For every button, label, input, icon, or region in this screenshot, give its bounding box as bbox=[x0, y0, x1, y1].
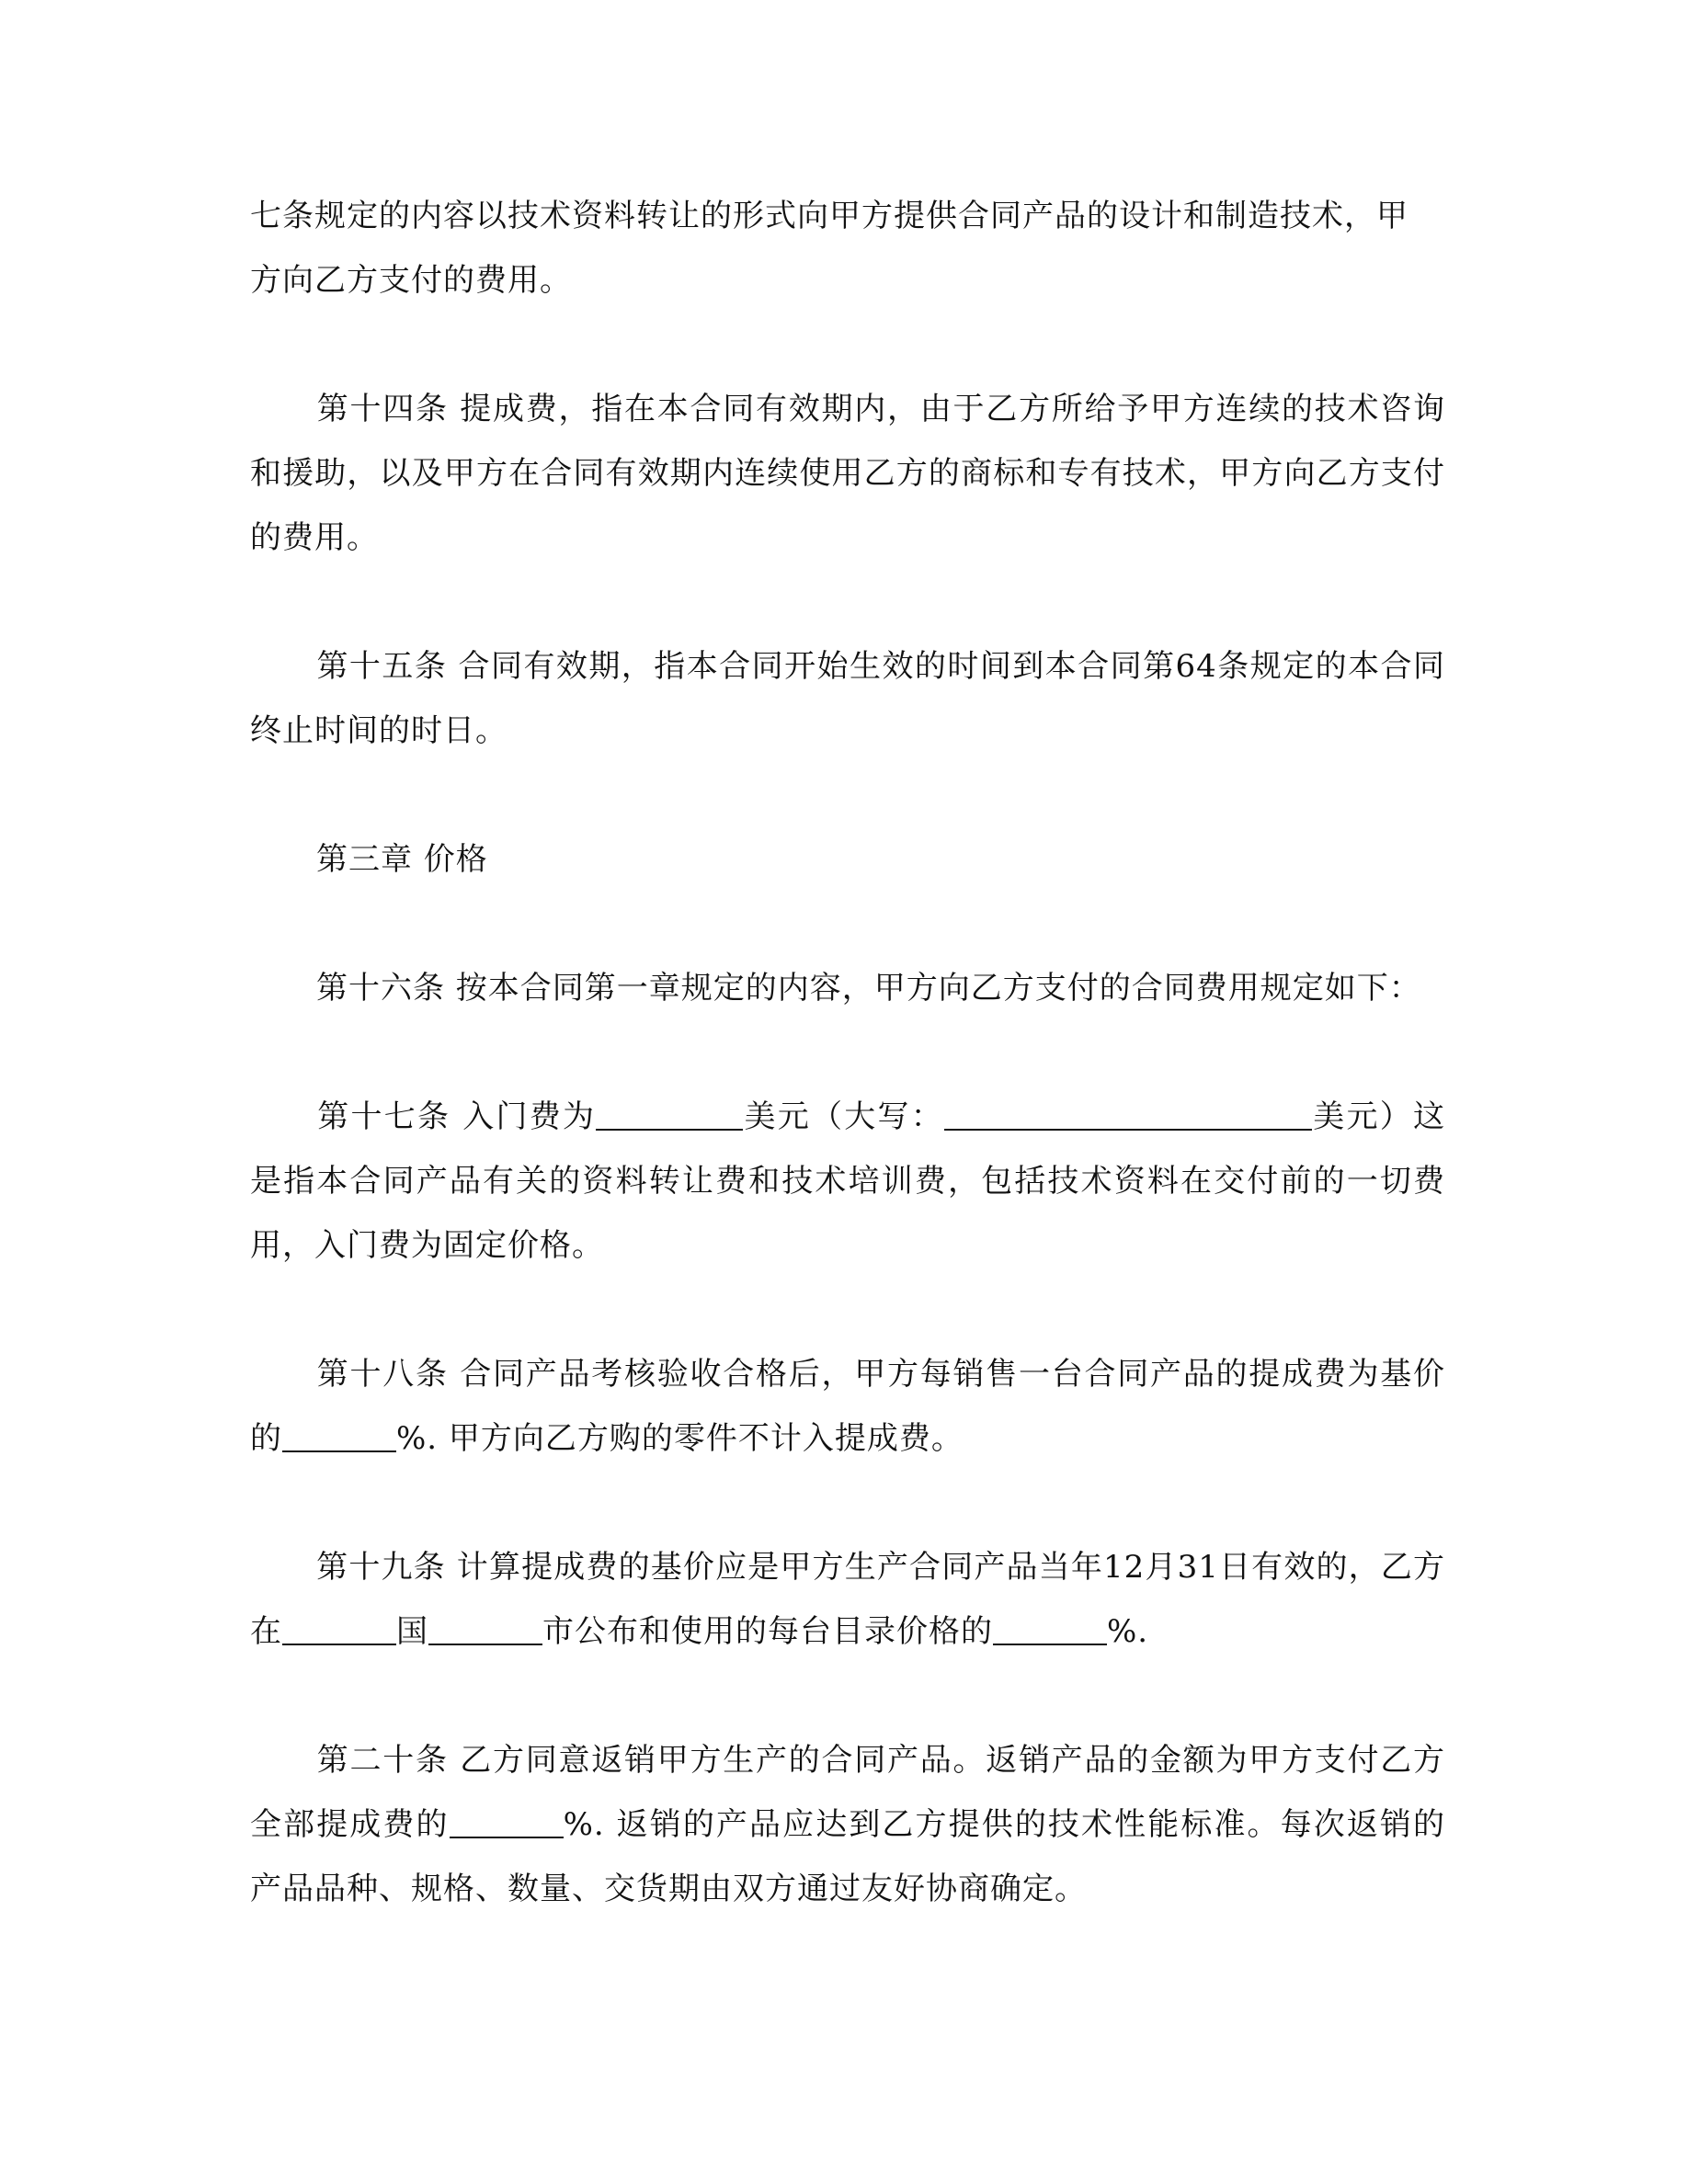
article-15-text: 第十五条 合同有效期，指本合同开始生效的时间到本合同第64条规定的本合同终止时间的时日。 bbox=[250, 648, 1445, 749]
article-14-text: 第十四条 提成费，指在本合同有效期内，由于乙方所给予甲方连续的技术咨询和援助，以及甲方在合同有效期内连续使用乙方的商标和专有技术，甲方向乙方支付的费用。 bbox=[250, 391, 1445, 556]
city-blank[interactable] bbox=[428, 1612, 542, 1645]
chapter-heading bbox=[250, 827, 1445, 892]
article-20 bbox=[250, 1728, 1445, 1921]
royalty-percent-blank[interactable] bbox=[282, 1419, 396, 1452]
buyback-percent-blank[interactable] bbox=[450, 1805, 564, 1838]
article-17-text-c: 美元）这是指本合同产品有关的资料转让费和技术培训费，包括技术资料在交付前的一切费用，入门费为固定价格。 bbox=[250, 1098, 1446, 1264]
chapter-title: 第三章 价格 bbox=[316, 841, 488, 878]
article-18 bbox=[250, 1342, 1445, 1471]
article-17-text-a: 第十七条 入门费为 bbox=[316, 1098, 597, 1135]
article-19-text-d: %. bbox=[1107, 1613, 1149, 1650]
article-19-text-a: 第十九条 计算提成费的基价应是甲方生产合同产品当年12月31日有效的，乙方在 bbox=[250, 1549, 1445, 1650]
article-17-text-b: 美元（大写： bbox=[743, 1098, 945, 1135]
article-14 bbox=[250, 377, 1445, 570]
article-19-text-b: 国 bbox=[396, 1613, 428, 1650]
entry-fee-words-blank[interactable] bbox=[944, 1098, 1312, 1131]
article-15 bbox=[250, 634, 1445, 763]
article-20-text-b: %. 返销的产品应达到乙方提供的技术性能标准。每次返销的产品品种、规格、数量、交货期由双方通过友好协商确定。 bbox=[250, 1806, 1446, 1907]
article-19-text-c: 市公布和使用的每台目录价格的 bbox=[542, 1613, 993, 1650]
entry-fee-blank[interactable] bbox=[596, 1098, 743, 1131]
article-18-text-a: 第十八条 合同产品考核验收合格后，甲方每销售一台合同产品的提成费为基价的 bbox=[250, 1356, 1445, 1457]
paragraph-continuation bbox=[250, 184, 1445, 313]
article-16-text: 第十六条 按本合同第一章规定的内容，甲方向乙方支付的合同费用规定如下： bbox=[316, 970, 1421, 1007]
article-17 bbox=[250, 1085, 1445, 1278]
paragraph-line: 七条规定的内容以技术资料转让的形式向甲方提供合同产品的设计和制造技术，甲 bbox=[250, 198, 1409, 234]
article-19 bbox=[250, 1535, 1445, 1664]
country-blank[interactable] bbox=[282, 1612, 396, 1645]
article-18-text-b: %. 甲方向乙方购的零件不计入提成费。 bbox=[396, 1420, 964, 1457]
list-price-percent-blank[interactable] bbox=[993, 1612, 1107, 1645]
article-16 bbox=[250, 956, 1445, 1020]
article-20-text-a: 第二十条 乙方同意返销甲方生产的合同产品。返销产品的金额为甲方支付乙方全部提成费的 bbox=[250, 1742, 1445, 1843]
paragraph-line: 方向乙方支付的费用。 bbox=[250, 262, 572, 299]
document-page bbox=[250, 184, 1445, 1921]
